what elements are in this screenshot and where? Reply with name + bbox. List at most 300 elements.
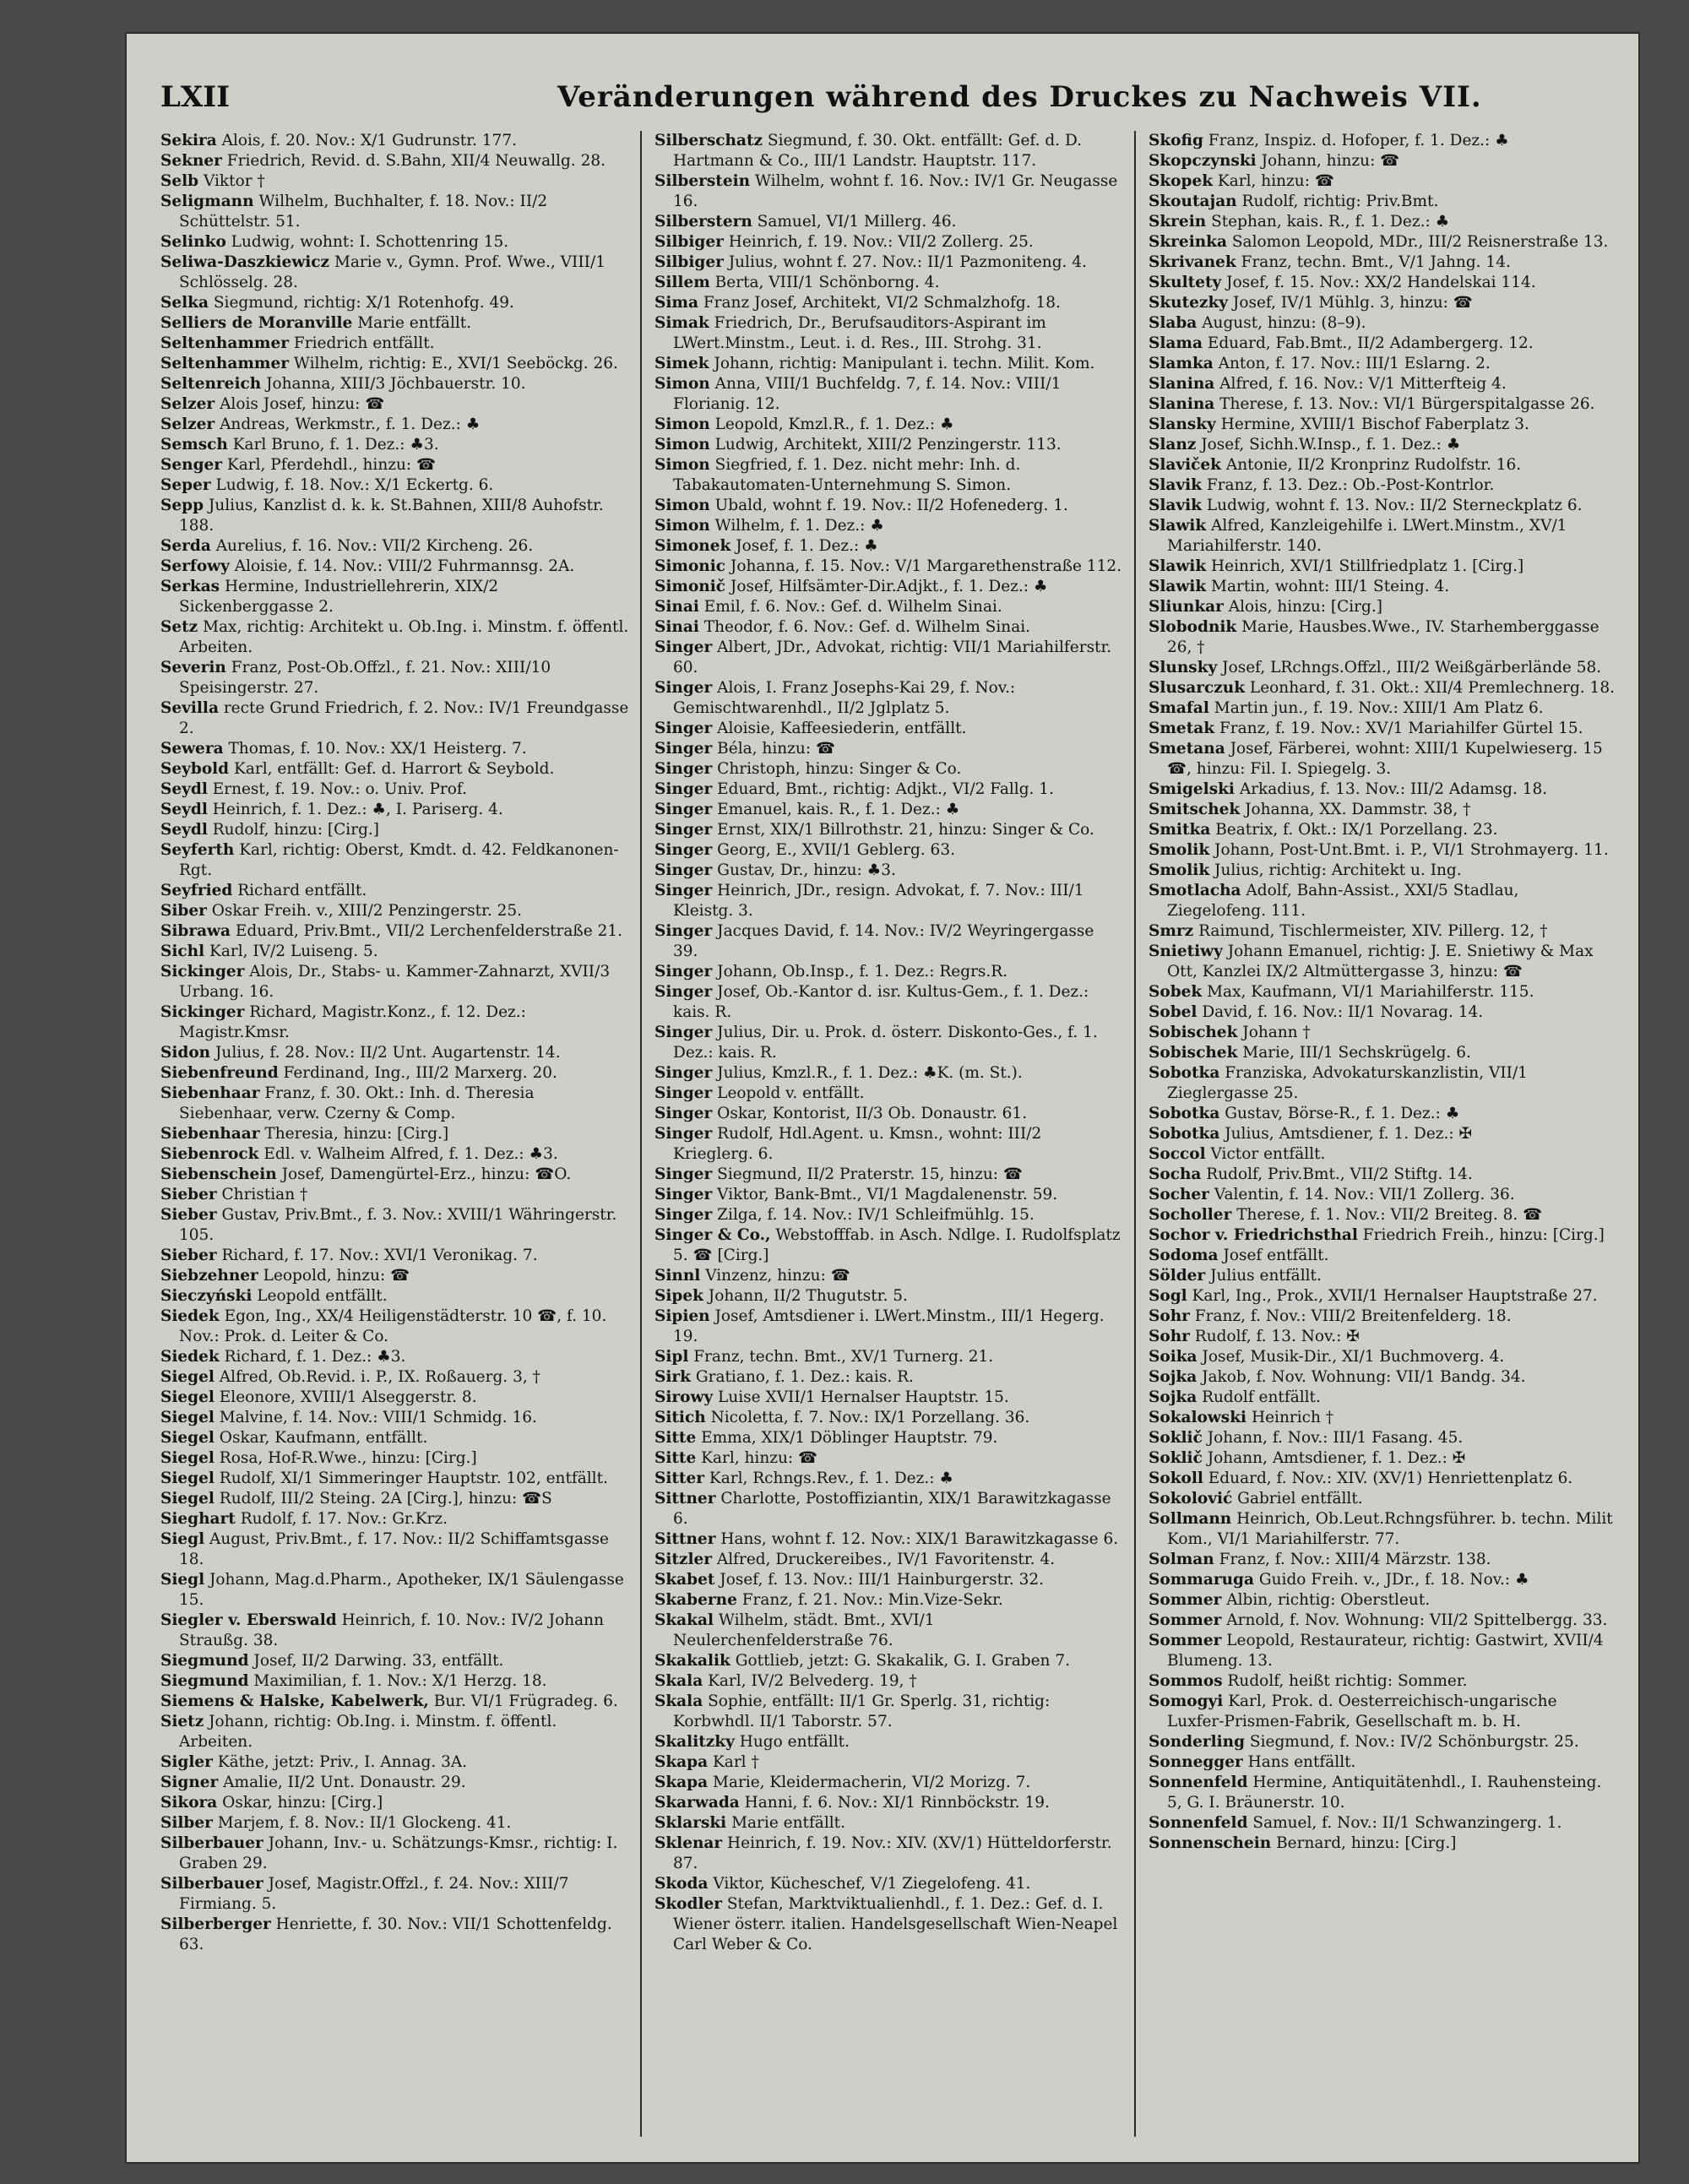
- entry-details: Marjem, f. 8. Nov.: II/1 Glockeng. 41.: [212, 1814, 512, 1832]
- entry-details: Josef, f. 13. Nov.: III/1 Hainburgerstr. 32.: [714, 1571, 1045, 1589]
- entry-surname: Sollmann: [1149, 1510, 1232, 1528]
- entry-surname: Sikora: [160, 1794, 218, 1812]
- entry-details: Alfred, Druckereibes., IV/1 Favoritenstr. 4.: [711, 1551, 1056, 1568]
- directory-entry: [160, 1834, 629, 1874]
- entry-details: Johann, II/2 Thugutstr. 5.: [703, 1287, 908, 1305]
- directory-entry: [160, 942, 629, 962]
- directory-entry: [1149, 1266, 1617, 1286]
- directory-entry: [160, 1043, 629, 1063]
- directory-entry: [160, 1469, 629, 1489]
- entry-details: Egon, Ing., XX/4 Heiligenstädterstr. 10 ☎, f. 10. Nov.: Prok. d. Leiter & Co.: [179, 1307, 607, 1345]
- directory-entry: [160, 1063, 629, 1084]
- entry-surname: Selzer: [160, 395, 215, 413]
- entry-surname: Smitka: [1149, 821, 1211, 839]
- entry-details: Richard, f. 1. Dez.: ♣3.: [219, 1348, 406, 1366]
- entry-details: Friedrich entfällt.: [289, 334, 435, 352]
- directory-entry: [1149, 1550, 1617, 1570]
- entry-surname: Singer: [654, 983, 713, 1001]
- entry-details: Julius, Kanzlist d. k. k. St.Bahnen, XIII/8 Auhofstr. 188.: [179, 497, 604, 535]
- entry-surname: Simon: [654, 375, 710, 393]
- entry-surname: Sobek: [1149, 983, 1203, 1001]
- entry-details: Martin, wohnt: III/1 Steing. 4.: [1206, 578, 1450, 595]
- entry-surname: Skopek: [1149, 172, 1214, 190]
- entry-surname: Singer: [654, 760, 713, 778]
- entry-surname: Sohr: [1149, 1307, 1190, 1325]
- directory-entry: [1149, 1732, 1617, 1752]
- directory-entry: [160, 232, 629, 253]
- directory-entry: [160, 1408, 629, 1428]
- entry-surname: Slavik: [1149, 476, 1202, 494]
- directory-entry: [1149, 1367, 1617, 1388]
- directory-entry: [160, 921, 629, 942]
- directory-entry: [1149, 415, 1617, 435]
- entry-surname: Soklič: [1149, 1449, 1203, 1467]
- directory-entry: [654, 1225, 1123, 1266]
- entry-surname: Sklenar: [654, 1834, 723, 1852]
- directory-entry: [1149, 1205, 1617, 1225]
- entry-surname: Sodoma: [1149, 1247, 1219, 1264]
- entry-details: Karl, IV/2 Belvederg. 19, †: [703, 1672, 917, 1690]
- entry-details: Rudolf, Priv.Bmt., VII/2 Stiftg. 14.: [1201, 1165, 1473, 1183]
- entry-details: Hans entfällt.: [1242, 1753, 1356, 1771]
- entry-details: Heinrich, JDr., resign. Advokat, f. 7. Nov.: III/1 Kleistg. 3.: [673, 882, 1084, 920]
- directory-entry: [654, 435, 1123, 455]
- directory-entry: [160, 820, 629, 840]
- directory-entry: [1149, 780, 1617, 800]
- entry-surname: Sinai: [654, 598, 699, 616]
- directory-entry: [1149, 921, 1617, 942]
- directory-entry: [160, 374, 629, 394]
- entry-surname: Siegel: [160, 1429, 215, 1447]
- entry-details: Richard, Magistr.Konz., f. 12. Dez.: Magistr.Kmsr.: [179, 1003, 526, 1041]
- directory-entry: [160, 1793, 629, 1813]
- entry-details: Viktor †: [198, 172, 265, 190]
- entry-details: Johann, f. Nov.: III/1 Fasang. 45.: [1202, 1429, 1464, 1447]
- entry-details: Beatrix, f. Okt.: IX/1 Porzellang. 23.: [1210, 821, 1498, 839]
- entry-surname: Sickinger: [160, 963, 245, 981]
- directory-entry: [654, 597, 1123, 617]
- entry-details: Béla, hinzu: ☎: [712, 740, 835, 758]
- entry-details: Oskar, hinzu: [Cirg.]: [217, 1794, 383, 1812]
- entry-details: Johann, Ob.Insp., f. 1. Dez.: Regrs.R.: [712, 963, 1008, 981]
- entry-surname: Slaviček: [1149, 456, 1222, 474]
- directory-entry: [654, 557, 1123, 577]
- entry-surname: Smrz: [1149, 922, 1194, 940]
- directory-entry: [160, 151, 629, 171]
- directory-entry: [1149, 1023, 1617, 1043]
- directory-entry: [160, 1124, 629, 1144]
- entry-surname: Singer: [654, 1165, 713, 1183]
- directory-entry: [1149, 435, 1617, 455]
- entry-details: Ludwig, wohnt f. 13. Nov.: II/2 Sterneckplatz 6.: [1201, 497, 1583, 514]
- entry-surname: Seydl: [160, 801, 208, 818]
- entry-details: Eduard, Bmt., richtig: Adjkt., VI/2 Fallg. 1.: [712, 780, 1054, 798]
- directory-entry: [1149, 1631, 1617, 1671]
- entry-surname: Socha: [1149, 1165, 1202, 1183]
- directory-entry: [1149, 1489, 1617, 1509]
- entry-surname: Setz: [160, 618, 198, 636]
- directory-entry: [1149, 1448, 1617, 1469]
- entry-surname: Skapa: [654, 1753, 709, 1771]
- entry-details: Josef, II/2 Darwing. 33, entfällt.: [248, 1652, 504, 1670]
- directory-entry: [654, 759, 1123, 780]
- entry-surname: Silberstern: [654, 213, 752, 231]
- entry-details: August, hinzu: (8–9).: [1197, 314, 1366, 332]
- entry-surname: Sitte: [654, 1449, 697, 1467]
- entry-surname: Singer: [654, 821, 713, 839]
- directory-entry: [1149, 1773, 1617, 1813]
- directory-entry: [160, 1611, 629, 1651]
- directory-entry: [1149, 678, 1617, 698]
- directory-entry: [160, 557, 629, 577]
- entry-surname: Slamka: [1149, 355, 1214, 372]
- entry-surname: Selb: [160, 172, 199, 190]
- directory-entry: [1149, 577, 1617, 597]
- entry-details: Friedrich, Revid. d. S.Bahn, XII/4 Neuwallg. 28.: [221, 152, 606, 170]
- entry-surname: Slanz: [1149, 436, 1197, 454]
- directory-entry: [1149, 374, 1617, 394]
- entry-details: Leopold, Kmzl.R., f. 1. Dez.: ♣: [709, 416, 954, 433]
- directory-entry: [160, 1489, 629, 1509]
- directory-entry: [654, 1408, 1123, 1428]
- entry-details: Viktor, Bank-Bmt., VI/1 Magdalenenstr. 59.: [712, 1186, 1058, 1203]
- directory-entry: [160, 739, 629, 759]
- entry-details: Therese, f. 13. Nov.: VI/1 Bürgerspitalgasse 26.: [1214, 395, 1595, 413]
- entry-surname: Smigelski: [1149, 780, 1235, 798]
- entry-surname: Siegmund: [160, 1652, 249, 1670]
- directory-entry: [1149, 394, 1617, 415]
- entry-surname: Sojka: [1149, 1388, 1198, 1406]
- entry-details: Emma, XIX/1 Döblinger Hauptstr. 79.: [696, 1429, 998, 1447]
- entry-surname: Singer: [654, 1064, 713, 1082]
- entry-surname: Sietz: [160, 1713, 204, 1730]
- directory-entry: [1149, 496, 1617, 516]
- entry-surname: Seper: [160, 476, 211, 494]
- entry-surname: Sieghart: [160, 1510, 236, 1528]
- entry-surname: Siegmund: [160, 1672, 249, 1690]
- directory-entry: [160, 334, 629, 354]
- entry-details: Alois, I. Franz Josephs-Kai 29, f. Nov.: Gemischtwarenhdl., II/2 Jglplatz 5.: [673, 679, 1016, 717]
- entry-surname: Simon: [654, 497, 710, 514]
- entry-details: Josef, LRchngs.Offzl., III/2 Weißgärberlände 58.: [1217, 659, 1602, 676]
- entry-surname: Sepp: [160, 497, 204, 514]
- entry-surname: Skakalik: [654, 1652, 730, 1670]
- entry-surname: Smitschek: [1149, 801, 1241, 818]
- entry-surname: Siegl: [160, 1571, 205, 1589]
- directory-entry: [1149, 1388, 1617, 1408]
- entry-surname: Simek: [654, 355, 709, 372]
- entry-surname: Seyferth: [160, 841, 235, 859]
- entry-details: Anna, VIII/1 Buchfeldg. 7, f. 14. Nov.: VIII/1 Florianig. 12.: [673, 375, 1062, 413]
- entry-surname: Sieber: [160, 1206, 217, 1224]
- entry-details: Heinrich, XVI/1 Stillfriedplatz 1. [Cirg.]: [1206, 557, 1524, 575]
- entry-surname: Silberbauer: [160, 1834, 263, 1852]
- directory-entry: [654, 1793, 1123, 1813]
- entry-details: Franz Josef, Architekt, VI/2 Schmalzhofg. 18.: [698, 294, 1061, 312]
- entry-details: Gustav, Priv.Bmt., f. 3. Nov.: XVIII/1 Währingerstr. 105.: [179, 1206, 617, 1244]
- directory-entry: [654, 577, 1123, 597]
- entry-surname: Sonnenschein: [1149, 1834, 1272, 1852]
- directory-entry: [160, 840, 629, 881]
- directory-entry: [160, 800, 629, 820]
- entry-details: Franz, f. 21. Nov.: Min.Vize-Sekr.: [736, 1591, 1003, 1609]
- entry-surname: Singer: [654, 841, 713, 859]
- directory-entry: [654, 861, 1123, 881]
- directory-entry: [1149, 1428, 1617, 1448]
- directory-entry: [160, 1692, 629, 1712]
- directory-entry: [1149, 171, 1617, 192]
- directory-entry: [654, 962, 1123, 982]
- entry-surname: Slunsky: [1149, 659, 1218, 676]
- entry-surname: Siebzehner: [160, 1267, 258, 1285]
- directory-entry: [160, 1915, 629, 1955]
- entry-surname: Siebenhaar: [160, 1084, 260, 1102]
- entry-details: Josef, Färberei, wohnt: XIII/1 Kupelwieserg. 15 ☎, hinzu: Fil. I. Spiegelg. 3.: [1167, 740, 1603, 778]
- entry-details: Eduard, Fab.Bmt., II/2 Adambergerg. 12.: [1202, 334, 1534, 352]
- entry-details: Heinrich, f. 19. Nov.: VII/2 Zollerg. 25.: [723, 233, 1034, 251]
- entry-details: Amalie, II/2 Unt. Donaustr. 29.: [218, 1774, 466, 1791]
- entry-details: Marie, III/1 Sechskrügelg. 6.: [1237, 1044, 1471, 1062]
- directory-entry: [654, 496, 1123, 516]
- directory-entry: [160, 171, 629, 192]
- entry-surname: Silberschatz: [654, 132, 763, 149]
- directory-entry: [1149, 354, 1617, 374]
- entry-details: Heinrich, f. 10. Nov.: IV/2 Johann Straußg. 38.: [179, 1611, 605, 1649]
- entry-surname: Singer: [654, 780, 713, 798]
- directory-entry: [160, 1671, 629, 1692]
- directory-entry: [1149, 1813, 1617, 1834]
- entry-details: Maximilian, f. 1. Nov.: X/1 Herzg. 18.: [248, 1672, 547, 1690]
- entry-details: Adolf, Bahn-Assist., XXI/5 Stadlau, Ziegelofeng. 111.: [1167, 882, 1519, 920]
- entry-surname: Sochor v. Friedrichsthal: [1149, 1226, 1358, 1244]
- entry-surname: Skreinka: [1149, 233, 1227, 251]
- directory-entry: [160, 435, 629, 455]
- entry-surname: Sobel: [1149, 1003, 1198, 1021]
- entry-details: Max, Kaufmann, VI/1 Mariahilferstr. 115.: [1202, 983, 1534, 1001]
- entry-surname: Serda: [160, 537, 211, 555]
- entry-surname: Seltenhammer: [160, 334, 290, 352]
- entry-details: Berta, VIII/1 Schönborng. 4.: [709, 274, 940, 291]
- entry-details: Gottlieb, jetzt: G. Skakalik, G. I. Graben 7.: [730, 1652, 1070, 1670]
- entry-details: Hans, wohnt f. 12. Nov.: XIX/1 Barawitzkagasse 6.: [715, 1530, 1119, 1548]
- directory-entry: [160, 415, 629, 435]
- entry-details: Karl, hinzu: ☎: [696, 1449, 818, 1467]
- directory-entry: [1149, 212, 1617, 232]
- entry-surname: Sieczyński: [160, 1287, 253, 1305]
- entry-details: Wilhelm, f. 1. Dez.: ♣: [709, 517, 884, 535]
- entry-surname: Sirowy: [654, 1388, 714, 1406]
- directory-entry: [654, 313, 1123, 354]
- directory-entry: [654, 800, 1123, 820]
- entry-surname: Selzer: [160, 416, 215, 433]
- directory-entry: [1149, 1104, 1617, 1124]
- directory-entry: [160, 1084, 629, 1124]
- entry-surname: Sommer: [1149, 1591, 1222, 1609]
- entry-details: Oskar Freih. v., XIII/2 Penzingerstr. 25.: [206, 902, 523, 920]
- directory-entry: [1149, 1834, 1617, 1854]
- entry-details: Josef, f. 15. Nov.: XX/2 Handelskai 114.: [1221, 274, 1536, 291]
- entry-surname: Siedek: [160, 1307, 220, 1325]
- directory-entry: [160, 1570, 629, 1611]
- entry-surname: Slawik: [1149, 578, 1207, 595]
- entry-surname: Seligmann: [160, 193, 254, 210]
- entry-details: Samuel, VI/1 Millerg. 46.: [752, 213, 957, 231]
- directory-entry: [654, 719, 1123, 739]
- entry-surname: Siber: [160, 902, 207, 920]
- entry-details: Siegmund, f. 30. Okt. entfällt: Gef. d. D. Hartmann & Co., III/1 Landstr. Hauptstr. 117.: [673, 132, 1082, 170]
- directory-entry: [654, 840, 1123, 861]
- entry-details: Victor entfällt.: [1205, 1145, 1326, 1163]
- entry-details: Rudolf, f. 13. Nov.: ✠: [1189, 1328, 1360, 1345]
- directory-entry: [160, 253, 629, 293]
- page-title: Veränderungen während des Druckes zu Nachweis VII.: [557, 80, 1482, 114]
- entry-surname: Siegler v. Eberswald: [160, 1611, 337, 1629]
- entry-details: Leopold entfällt.: [252, 1287, 388, 1305]
- entry-surname: Skakal: [654, 1611, 714, 1629]
- entry-surname: Sekira: [160, 132, 217, 149]
- entry-details: Leonhard, f. 31. Okt.: XII/4 Premlechnerg. 18.: [1245, 679, 1615, 697]
- directory-entry: [1149, 597, 1617, 617]
- entry-details: Hermine, Antiquitätenhdl., I. Rauhensteing. 5, G. I. Bräunerstr. 10.: [1167, 1774, 1602, 1812]
- entry-details: Antonie, II/2 Kronprinz Rudolfstr. 16.: [1221, 456, 1522, 474]
- entry-details: Leopold v. entfällt.: [712, 1084, 865, 1102]
- directory-entry: [1149, 1347, 1617, 1367]
- directory-entry: [654, 1732, 1123, 1752]
- entry-details: Julius, Kmzl.R., f. 1. Dez.: ♣K. (m. St.).: [712, 1064, 1023, 1082]
- entry-surname: Selinko: [160, 233, 226, 251]
- entry-details: Franz, techn. Bmt., XV/1 Turnerg. 21.: [688, 1348, 994, 1366]
- entry-details: Friedrich Freih., hinzu: [Cirg.]: [1357, 1226, 1605, 1244]
- entry-surname: Skofig: [1149, 132, 1203, 149]
- entry-details: Karl, Pferdehdl., hinzu: ☎: [222, 456, 437, 474]
- entry-surname: Singer & Co.,: [654, 1226, 771, 1244]
- entry-details: Wilhelm, richtig: E., XVI/1 Seeböckg. 26.: [289, 355, 618, 372]
- directory-entry: [654, 374, 1123, 415]
- entry-surname: Skala: [654, 1692, 703, 1710]
- entry-surname: Sipl: [654, 1348, 689, 1366]
- directory-entry: [160, 577, 629, 617]
- directory-entry: [160, 313, 629, 334]
- directory-entry: [1149, 1307, 1617, 1327]
- entry-surname: Smetana: [1149, 740, 1225, 758]
- directory-entry: [160, 1874, 629, 1915]
- directory-entry: [1149, 131, 1617, 151]
- directory-entry: [160, 881, 629, 901]
- directory-entry: [654, 1671, 1123, 1692]
- entry-details: Ferdinand, Ing., III/2 Marxerg. 20.: [278, 1064, 557, 1082]
- entry-details: Ernest, f. 19. Nov.: o. Univ. Prof.: [207, 780, 467, 798]
- directory-entry: [160, 658, 629, 698]
- page-header: [160, 80, 1613, 131]
- entry-details: Eduard, Priv.Bmt., VII/2 Lerchenfelderstraße 21.: [230, 922, 622, 940]
- entry-surname: Sitter: [654, 1470, 704, 1487]
- column-3: [1149, 131, 1617, 2137]
- entry-details: Samuel, f. Nov.: II/1 Schwanzingerg. 1.: [1247, 1814, 1562, 1832]
- entry-surname: Slansky: [1149, 416, 1216, 433]
- directory-entry: [160, 1428, 629, 1448]
- entry-details: Hermine, Industriellehrerin, XIX/2 Sickenberggasse 2.: [179, 578, 499, 616]
- directory-entry: [1149, 719, 1617, 739]
- entry-details: Stephan, kais. R., f. 1. Dez.: ♣: [1206, 213, 1450, 231]
- directory-entry: [654, 1084, 1123, 1104]
- column-divider: [1134, 131, 1136, 2137]
- entry-details: David, f. 16. Nov.: II/1 Novarag. 14.: [1197, 1003, 1484, 1021]
- entry-details: Stefan, Marktviktualienhdl., f. 1. Dez.: Gef. d. I. Wiener österr. italien. Handelsgesellschaft Wien-Neapel Carl Weber & Co.: [673, 1895, 1118, 1953]
- entry-surname: Slama: [1149, 334, 1203, 352]
- directory-entry: [1149, 1570, 1617, 1590]
- directory-entry: [160, 1347, 629, 1367]
- directory-entry: [160, 496, 629, 536]
- entry-details: Ludwig, f. 18. Nov.: X/1 Eckertg. 6.: [210, 476, 494, 494]
- directory-entry: [654, 1104, 1123, 1124]
- directory-entry: [654, 921, 1123, 962]
- entry-details: Johann, richtig: Ob.Ing. i. Minstm. f. öffentl. Arbeiten.: [179, 1713, 557, 1751]
- directory-entry: [1149, 982, 1617, 1002]
- entry-surname: Slanina: [1149, 375, 1215, 393]
- entry-surname: Sommer: [1149, 1611, 1222, 1629]
- directory-entry: [1149, 942, 1617, 982]
- directory-entry: [1149, 151, 1617, 171]
- entry-details: Heinrich, Ob.Leut.Rchngsführer. b. techn. Milit Kom., VI/1 Mariahilferstr. 77.: [1167, 1510, 1613, 1548]
- entry-surname: Socher: [1149, 1186, 1209, 1203]
- entry-details: Aurelius, f. 16. Nov.: VII/2 Kircheng. 26.: [210, 537, 534, 555]
- entry-columns: [160, 131, 1621, 2137]
- directory-entry: [654, 1266, 1123, 1286]
- entry-surname: Skutezky: [1149, 294, 1229, 312]
- entry-surname: Siebenhaar: [160, 1125, 260, 1143]
- entry-details: Raimund, Tischlermeister, XIV. Pillerg. 12, †: [1193, 922, 1548, 940]
- entry-details: Gustav, Börse-R., f. 1. Dez.: ♣: [1219, 1105, 1460, 1122]
- entry-surname: Slawik: [1149, 557, 1207, 575]
- entry-surname: Socholler: [1149, 1206, 1232, 1224]
- entry-details: Franziska, Advokaturskanzlistin, VII/1 Zieglergasse 25.: [1167, 1064, 1528, 1102]
- entry-surname: Singer: [654, 1206, 713, 1224]
- entry-details: Bernard, hinzu: [Cirg.]: [1271, 1834, 1457, 1852]
- directory-entry: [1149, 1225, 1617, 1246]
- entry-surname: Sittner: [654, 1530, 716, 1548]
- directory-entry: [654, 354, 1123, 374]
- directory-entry: [654, 1063, 1123, 1084]
- entry-surname: Sohr: [1149, 1328, 1190, 1345]
- entry-details: Johann, Inv.- u. Schätzungs-Kmsr., richtig: I. Graben 29.: [179, 1834, 618, 1872]
- entry-surname: Siegel: [160, 1409, 215, 1426]
- entry-surname: Singer: [654, 1186, 713, 1203]
- entry-surname: Sogl: [1149, 1287, 1187, 1305]
- entry-surname: Sickinger: [160, 1003, 245, 1021]
- directory-entry: [1149, 313, 1617, 334]
- entry-details: Franz, f. 13. Dez.: Ob.-Post-Kontrlor.: [1201, 476, 1495, 494]
- entry-details: Webstofffab. in Asch. Ndlge. I. Rudolfsplatz 5. ☎ [Cirg.]: [673, 1226, 1121, 1264]
- entry-details: Josef, Amtsdiener i. LWert.Minstm., III/1 Hegerg. 19.: [673, 1307, 1105, 1345]
- entry-details: Rudolf, Hdl.Agent. u. Kmsn., wohnt: III/2 Krieglerg. 6.: [673, 1125, 1042, 1163]
- directory-entry: [160, 536, 629, 557]
- entry-details: Gabriel entfällt.: [1232, 1490, 1363, 1508]
- entry-surname: Sittner: [654, 1490, 716, 1508]
- directory-entry: [160, 131, 629, 151]
- entry-details: Christoph, hinzu: Singer & Co.: [712, 760, 962, 778]
- entry-surname: Singer: [654, 922, 713, 940]
- entry-details: Rudolf, richtig: Priv.Bmt.: [1236, 193, 1439, 210]
- directory-entry: [1149, 1002, 1617, 1023]
- directory-entry: [1149, 800, 1617, 820]
- entry-surname: Sichl: [160, 943, 205, 960]
- directory-entry: [1149, 840, 1617, 861]
- entry-surname: Sokoll: [1149, 1470, 1203, 1487]
- entry-surname: Signer: [160, 1774, 219, 1791]
- entry-surname: Skala: [654, 1672, 703, 1690]
- entry-details: Leopold, hinzu: ☎: [258, 1267, 410, 1285]
- directory-entry: [160, 1002, 629, 1043]
